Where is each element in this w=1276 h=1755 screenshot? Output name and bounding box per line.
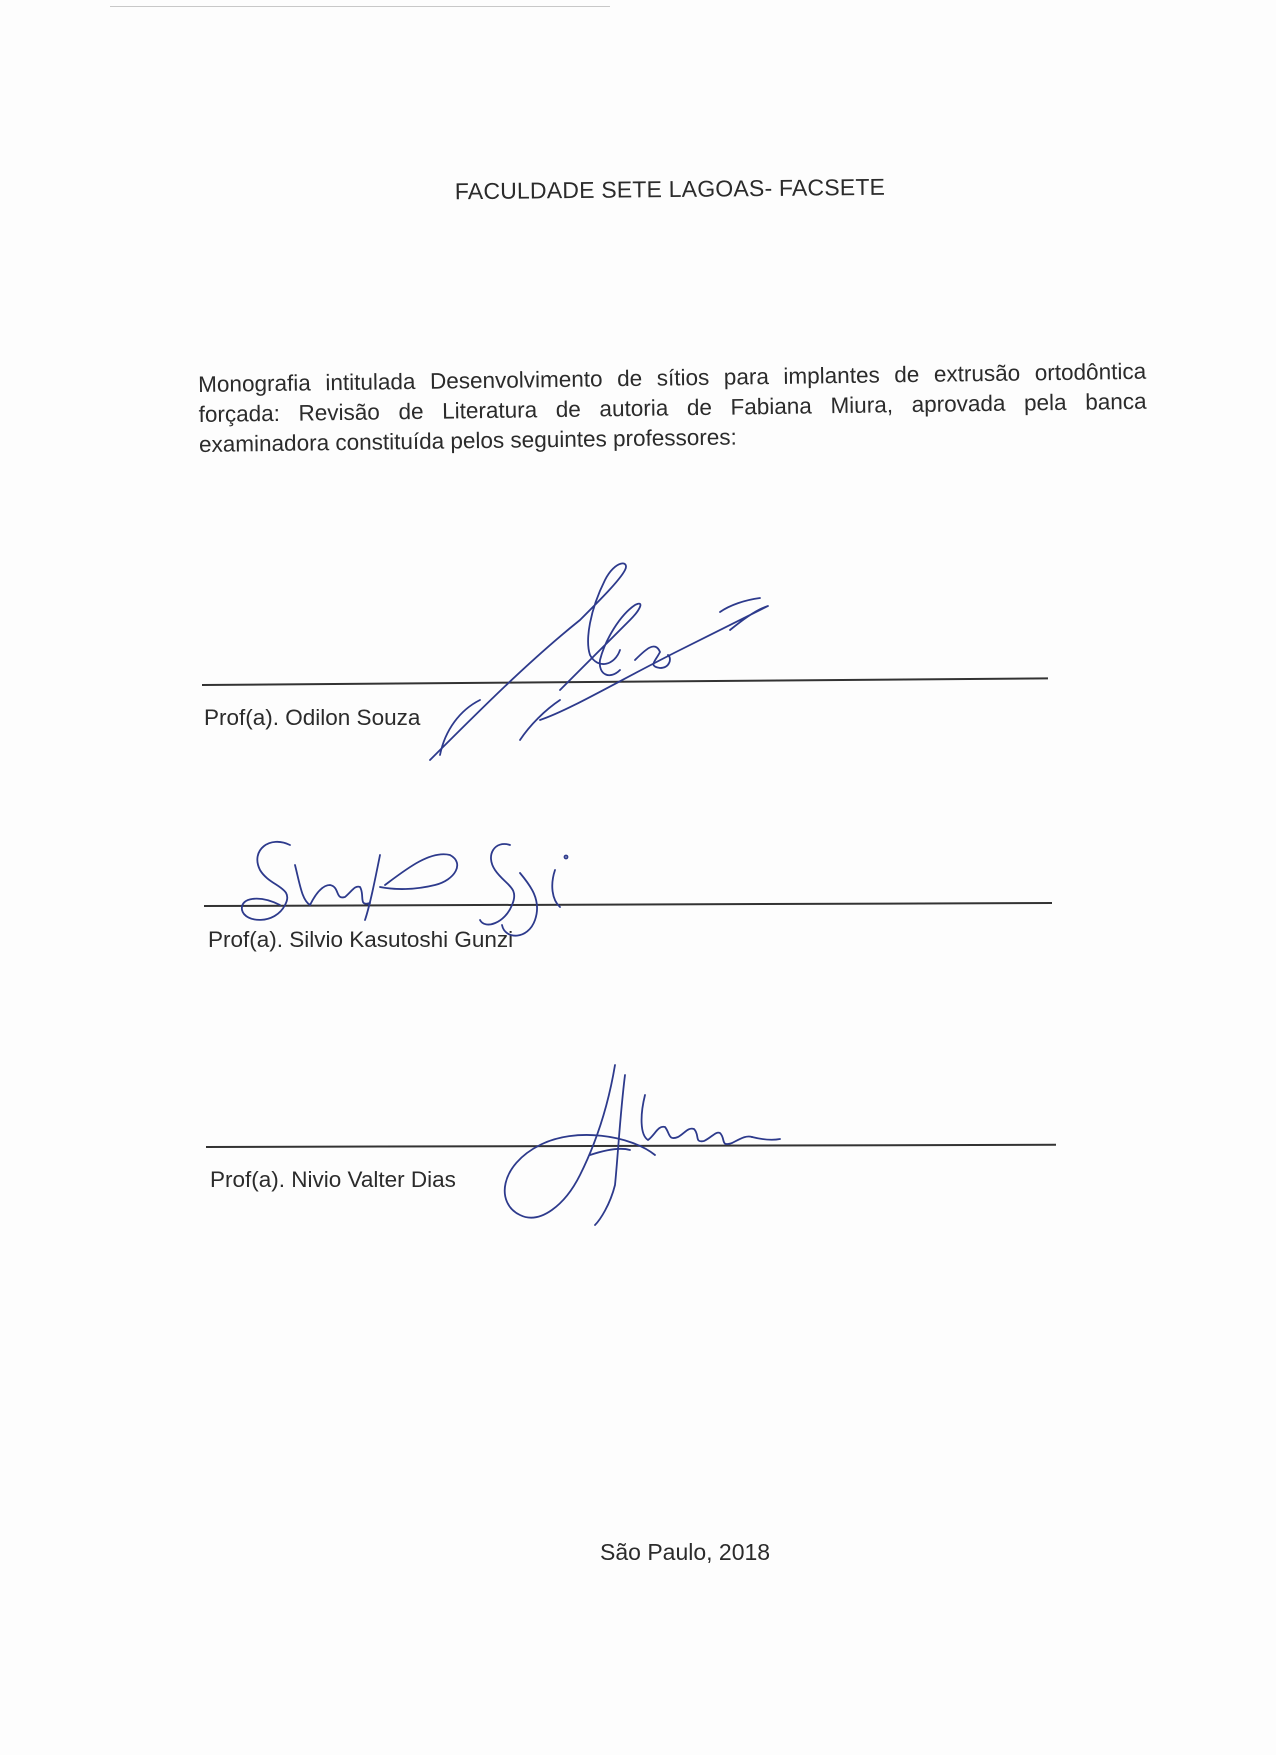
institution-title: FACULDADE SETE LAGOAS- FACSETE [454,173,886,205]
place-date: São Paulo, 2018 [600,1539,771,1565]
examiner-signature-3 [480,1055,830,1235]
examiner-name: Prof(a). Silvio Kasutoshi Gunzi [208,927,514,952]
scan-edge-mark [110,6,610,7]
examiner-name: Prof(a). Odilon Souza [204,705,421,730]
examiner-signature-1 [420,560,790,770]
examiner-signature-2 [230,825,610,965]
examiner-name: Prof(a). Nivio Valter Dias [210,1167,456,1192]
approval-statement: Monografia intitulada Desenvolvimento de sítios para implantes de extrusão ortodôntica forçada: Revisão de Literatura de autoria de Fabiana Miura, aprovada pela banca examinadora constituída pelos seguintes professores: [198,358,1147,457]
